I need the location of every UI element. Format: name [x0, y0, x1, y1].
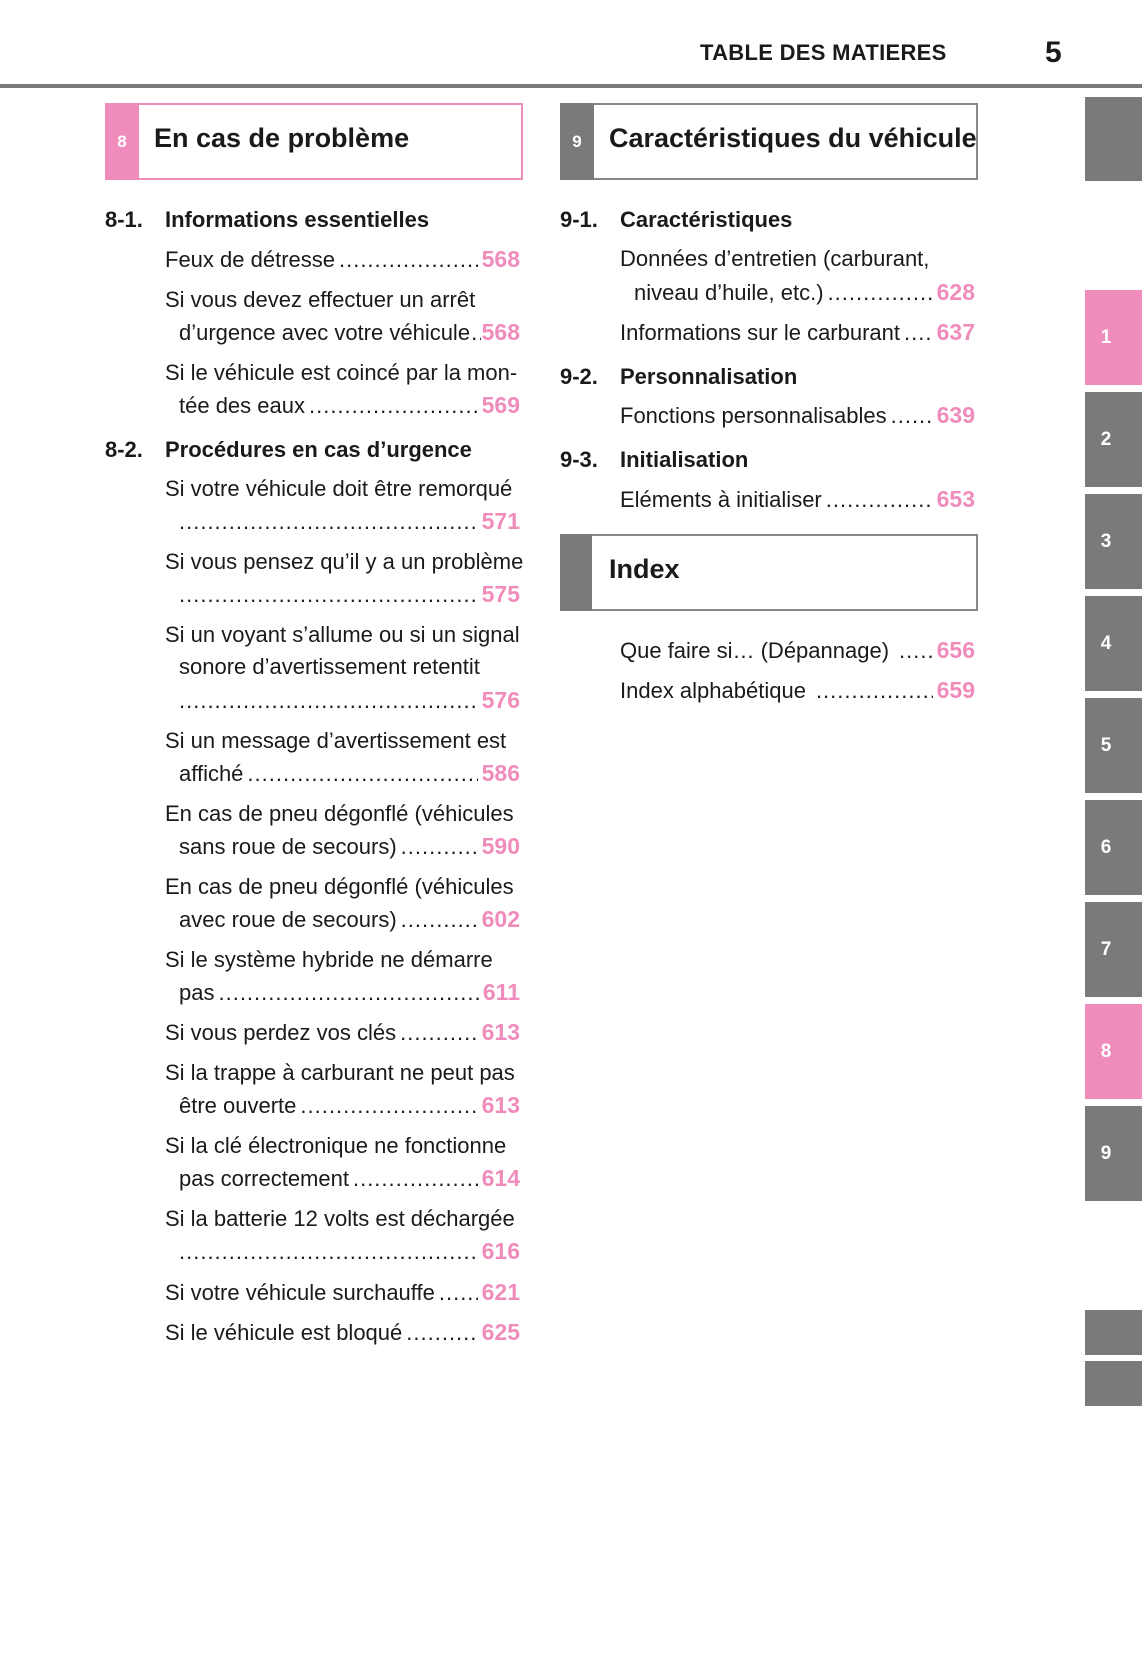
toc-entry-text[interactable]: Si le véhicule est coincé par la mon- — [165, 360, 518, 385]
toc-entry-page[interactable]: 602 — [481, 906, 520, 932]
toc-entry-page[interactable]: 586 — [481, 760, 520, 786]
toc-entry-text: affiché — [179, 761, 244, 786]
leader-dots — [179, 578, 478, 612]
toc-entry-text: Eléments à initialiser — [620, 487, 822, 512]
leader-dots — [400, 1016, 478, 1050]
leader-dots — [179, 505, 478, 539]
side-tab-2[interactable] — [1085, 392, 1142, 487]
side-tab-4-label: 4 — [1100, 632, 1112, 654]
toc-entry[interactable] — [179, 1161, 520, 1196]
leader-dots — [309, 389, 478, 423]
toc-entry-text[interactable]: En cas de pneu dégonflé (véhicules — [165, 801, 514, 826]
toc-entry-text[interactable]: Si vous devez effectuer un arrêt — [165, 287, 476, 312]
side-tab-9-label: 9 — [1100, 1142, 1112, 1164]
side-tab-3[interactable] — [1085, 494, 1142, 589]
toc-entry-text: pas correctement — [179, 1166, 349, 1191]
toc-entry[interactable] — [179, 683, 520, 718]
side-tab-1-label: 1 — [1100, 326, 1112, 348]
toc-entry-text: être ouverte — [179, 1093, 297, 1118]
toc-entry-page[interactable]: 625 — [481, 1319, 520, 1345]
side-tab-extra-1[interactable] — [1085, 1310, 1142, 1355]
section-8-1-number: 8-1. — [105, 207, 143, 232]
toc-entry-text[interactable]: Si le système hybride ne démarre — [165, 947, 493, 972]
toc-entry[interactable] — [634, 275, 975, 310]
leader-dots — [439, 1276, 478, 1310]
chapter-9-number: 9 — [560, 103, 594, 180]
leader-dots — [891, 399, 933, 433]
leader-dots — [179, 684, 478, 718]
toc-entry-page[interactable]: 569 — [481, 392, 520, 418]
section-9-1-title[interactable]: Caractéristiques — [620, 207, 793, 232]
side-tab-1[interactable] — [1085, 290, 1142, 385]
toc-entry[interactable] — [179, 829, 520, 864]
leader-dots — [826, 483, 933, 517]
section-8-2-number: 8-2. — [105, 437, 143, 462]
side-tab-4[interactable] — [1085, 596, 1142, 691]
toc-entry-text: tée des eaux — [179, 393, 305, 418]
toc-entry[interactable] — [165, 1315, 520, 1350]
side-tab-7[interactable] — [1085, 902, 1142, 997]
toc-entry[interactable] — [165, 1015, 520, 1050]
toc-entry[interactable] — [620, 482, 975, 517]
toc-entry[interactable] — [179, 1234, 520, 1269]
toc-entry-text: Informations sur le carburant — [620, 320, 901, 345]
side-tab-8[interactable] — [1085, 1004, 1142, 1099]
section-9-3-number: 9-3. — [560, 447, 598, 472]
side-tab-2-label: 2 — [1100, 428, 1112, 450]
toc-entry[interactable] — [179, 315, 520, 350]
toc-entry-text[interactable]: Si un message d’avertissement est — [165, 728, 507, 753]
leader-dots — [904, 316, 933, 350]
side-tab-5[interactable] — [1085, 698, 1142, 793]
section-8-1-title[interactable]: Informations essentielles — [165, 207, 430, 232]
toc-entry-page[interactable]: 613 — [481, 1092, 520, 1118]
toc-entry-page[interactable]: 568 — [481, 246, 520, 272]
toc-entry-page[interactable]: 621 — [481, 1279, 520, 1305]
leader-dots — [406, 1316, 477, 1350]
toc-entry[interactable] — [179, 504, 520, 539]
side-tab-5-label: 5 — [1100, 734, 1112, 756]
toc-entry-text[interactable]: En cas de pneu dégonflé (véhicules — [165, 874, 514, 899]
index-tab — [560, 534, 592, 611]
toc-entry-text[interactable]: Si la trappe à carburant ne peut pas — [165, 1060, 515, 1085]
toc-entry-page[interactable]: 568 — [481, 319, 520, 345]
toc-entry-text[interactable]: Si votre véhicule doit être remorqué — [165, 476, 513, 501]
chapter-8-header[interactable] — [105, 103, 523, 180]
toc-entry[interactable] — [620, 315, 975, 350]
toc-entry[interactable] — [179, 975, 520, 1010]
toc-entry[interactable] — [179, 388, 520, 423]
toc-entry-page[interactable]: 613 — [481, 1019, 520, 1045]
toc-entry-text: sans roue de secours) — [179, 834, 397, 859]
toc-entry-text: Si le véhicule est bloqué — [165, 1320, 403, 1345]
leader-dots — [899, 634, 933, 668]
toc-entry-page[interactable]: 571 — [481, 508, 520, 534]
toc-entry[interactable] — [620, 633, 975, 668]
side-tab-7-label: 7 — [1100, 938, 1112, 960]
header-divider — [0, 84, 1142, 88]
toc-entry-text: avec roue de secours) — [179, 907, 397, 932]
toc-entry-page[interactable]: 614 — [481, 1165, 520, 1191]
toc-entry[interactable] — [620, 673, 975, 708]
toc-entry[interactable] — [179, 756, 520, 791]
leader-dots — [179, 1235, 478, 1269]
toc-entry-page[interactable]: 611 — [482, 979, 520, 1005]
section-8-2-title[interactable]: Procédures en cas d’urgence — [165, 437, 472, 462]
toc-entry-text[interactable]: Si vous pensez qu’il y a un problème — [165, 549, 524, 574]
leader-dots — [828, 276, 933, 310]
toc-entry-text: Index alphabétique — [620, 678, 806, 703]
toc-entry[interactable] — [165, 242, 520, 277]
toc-entry-text: Fonctions personnalisables — [620, 403, 887, 428]
toc-entry-text[interactable]: Si la batterie 12 volts est déchargée — [165, 1206, 515, 1231]
leader-dots — [401, 830, 478, 864]
toc-entry-page[interactable]: 653 — [936, 486, 975, 512]
leader-dots — [300, 1089, 477, 1123]
chapter-8-number: 8 — [105, 103, 139, 180]
toc-entry-text: niveau d’huile, etc.) — [634, 280, 824, 305]
toc-entry-text[interactable]: sonore d’avertissement retentit — [179, 654, 480, 679]
side-tab-8-label: 8 — [1100, 1040, 1112, 1062]
leader-dots — [339, 243, 478, 277]
toc-entry-text: Si vous perdez vos clés — [165, 1020, 397, 1045]
side-tab-3-label: 3 — [1100, 530, 1112, 552]
section-9-2-title[interactable]: Personnalisation — [620, 364, 798, 389]
toc-entry-text: Si votre véhicule surchauffe — [165, 1280, 435, 1305]
toc-entry-page[interactable]: 656 — [936, 637, 975, 663]
side-tab-6[interactable] — [1085, 800, 1142, 895]
chapter-8-title: En cas de problème — [154, 123, 410, 153]
toc-entry-page[interactable]: 616 — [481, 1238, 520, 1264]
index-title: Index — [609, 554, 680, 584]
toc-entry[interactable] — [179, 577, 520, 612]
section-9-1-number: 9-1. — [560, 207, 598, 232]
toc-entry-page[interactable]: 639 — [936, 402, 975, 428]
toc-entry-text[interactable]: Si un voyant s’allume ou si un signal — [165, 622, 520, 647]
leader-dots — [401, 903, 478, 937]
toc-entry[interactable] — [165, 1275, 520, 1310]
toc-entry-page[interactable]: 659 — [936, 677, 975, 703]
toc-entry[interactable] — [179, 902, 520, 937]
side-tab-6-label: 6 — [1100, 836, 1112, 858]
side-tab-9[interactable] — [1085, 1106, 1142, 1201]
side-tab-extra-2[interactable] — [1085, 1361, 1142, 1406]
section-9-3-title[interactable]: Initialisation — [620, 447, 749, 472]
leader-dots — [353, 1162, 478, 1196]
toc-entry[interactable] — [179, 1088, 520, 1123]
page-number: 5 — [1045, 36, 1062, 69]
chapter-9-title: Caractéristiques du véhicule — [609, 123, 977, 153]
leader-dots — [247, 757, 477, 791]
toc-entry-text: Que faire si… (Dépannage) — [620, 638, 890, 663]
side-tab-top[interactable] — [1085, 97, 1142, 181]
toc-entry-page[interactable]: 637 — [936, 319, 975, 345]
chapter-9-header[interactable] — [560, 103, 978, 180]
toc-entry[interactable] — [620, 398, 975, 433]
leader-dots — [471, 316, 481, 350]
index-header[interactable] — [560, 534, 978, 611]
toc-entry-page[interactable]: 590 — [481, 833, 520, 859]
toc-entry-page[interactable]: 628 — [936, 279, 975, 305]
toc-entry-text[interactable]: Si la clé électronique ne fonctionne — [165, 1133, 507, 1158]
toc-entry-page[interactable]: 576 — [481, 687, 520, 713]
toc-entry-text[interactable]: Données d’entretien (carburant, — [620, 246, 930, 271]
toc-entry-text: d’urgence avec votre véhicule — [179, 320, 471, 345]
section-9-2-number: 9-2. — [560, 364, 598, 389]
toc-entry-text: Feux de détresse — [165, 247, 335, 272]
header-title: TABLE DES MATIERES — [700, 40, 947, 65]
toc-entry-page[interactable]: 575 — [481, 581, 520, 607]
leader-dots — [816, 674, 933, 708]
leader-dots — [218, 976, 478, 1010]
toc-entry-text: pas — [179, 980, 215, 1005]
